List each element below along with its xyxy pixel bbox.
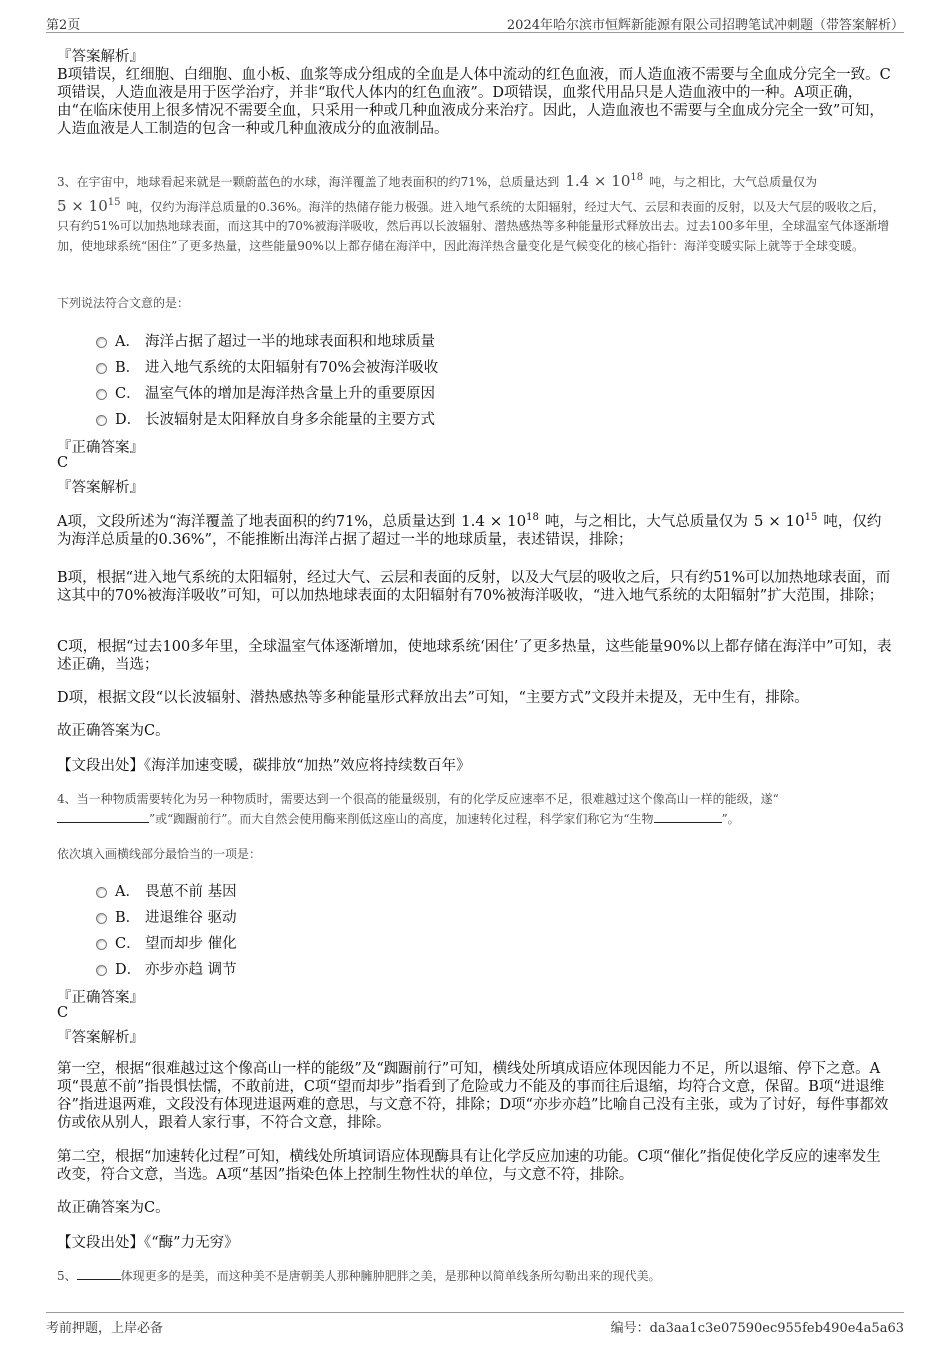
q3-answer-label: 『正确答案』 xyxy=(57,440,144,456)
document-title: 2024年哈尔滨市恒辉新能源有限公司招聘笔试冲刺题（带答案解析） xyxy=(506,18,904,33)
q2-jiexi-label: 『答案解析』 xyxy=(57,49,144,65)
page-footer xyxy=(46,1312,904,1335)
q4-stem: 4、当一种物质需要转化为另一种物质时，需要达到一个很高的能量级别，有的化学反应速率不足，很难越过这个像高山一样的能级，遂“ ”或“踟蹰前行”。而大自然会使用酶来削低这座山的高度，加速转化过程，科学家们称它为“生物 ”。 xyxy=(57,792,779,826)
q4-blank-1[interactable] xyxy=(57,810,149,823)
q4-option-d[interactable]: D． 亦步亦趋 调节 xyxy=(96,958,237,978)
q3-stem-part3: 吨，仅约为海洋总质量的0.36%。海洋的热储存能力极强。进入地气系统的太阳辐射，经过大气、云层和表面的反射，以及大气层的吸收之后，只有约51%可以加热地球表面，而这其中的70%被海洋吸收，然后再以长波辐射、潜热感热等多种能量形式释放出去。过去100多年里，全球温室气体逐渐增加，使地球系统“困住”了更多热量，这些能量90%以上都存储在海洋中，因此海洋热含量变化是气候变化的核心指针：海洋变暖实际上就等于全球变暖。 xyxy=(57,199,890,253)
q3-analysis-d: D项，根据文段“以长波辐射、潜热感热等多种能量形式释放出去”可知，“主要方式”文段并未提及，无中生有，排除。 xyxy=(57,690,809,706)
radio-icon[interactable] xyxy=(96,389,107,400)
q3-source: 【文段出处】《海洋加速变暖，碳排放“加热”效应将持续数百年》 xyxy=(57,758,471,774)
q3-stem-part2: 吨，与之相比，大气总质量仅为 xyxy=(649,175,818,189)
q4-explanation-1: 第一空，根据“很难越过这个像高山一样的能级”及“踟蹰前行”可知，横线处所填成语应体现因能力不足，所以退缩、停下之意。A项“畏葸不前”指畏惧怯懦，不敢前进，C项“望而却步”指看到了危险或力不能及的事而往后退缩，均符合文意，保留。B项“进退维谷”指进退两难，文段没有体现进退两难的意思，与文意不符，排除；D项“亦步亦趋”比喻自己没有主张，或为了讨好，每件事都效仿或依从别人，跟着人家行事，不符合文意，排除。 xyxy=(57,1061,889,1131)
q4-source: 【文段出处】《“酶”力无穷》 xyxy=(57,1235,239,1251)
q4-conclusion: 故正确答案为C。 xyxy=(57,1200,170,1216)
q3-stem xyxy=(57,168,895,256)
q3-analysis-b: B项，根据“进入地气系统的太阳辐射，经过大气、云层和表面的反射，以及大气层的吸收之后，只有约51%可以加热地球表面，而这其中的70%被海洋吸收”可知，可以加热地球表面的太阳辐射有70%被海洋吸收，“进入地气系统的太阳辐射”扩大范围，排除； xyxy=(57,570,891,604)
q3-option-b[interactable]: B． 进入地气系统的太阳辐射有70%会被海洋吸收 xyxy=(96,356,438,376)
q5-blank[interactable] xyxy=(77,1267,121,1280)
radio-icon[interactable] xyxy=(96,939,107,950)
q4-explanation-2: 第二空，根据“加速转化过程”可知，横线处所填词语应体现酶具有让化学反应加速的功能。C项“催化”指促使化学反应的速率发生改变，符合文意，当选。A项“基因”指染色体上控制生物性状的单位，与文意不符，排除。 xyxy=(57,1149,881,1183)
page-number: 第2页 xyxy=(46,18,81,33)
radio-icon[interactable] xyxy=(96,415,107,426)
radio-icon[interactable] xyxy=(96,887,107,898)
document-id: 编号：da3aa1c3e07590ec955feb490e4a5a63 xyxy=(610,1321,904,1336)
q3-option-a[interactable]: A． 海洋占据了超过一半的地球表面积和地球质量 xyxy=(96,330,435,350)
q3-analysis-a: A项，文段所述为“海洋覆盖了地表面积的约71%，总质量达到 $1.4 \times 10^{18}$ 吨，与之相比，大气总质量仅为 $5 \times 10^{15}$ 吨，仅约为海洋总质量的0.36%”，不能推断出海洋占据了超过一半的地球质量，表述错误，排除； xyxy=(57,512,882,548)
q3-formula-atmosphere: $5 \times 10^{15}$ xyxy=(57,196,121,215)
q3-jiexi-label: 『答案解析』 xyxy=(57,480,144,496)
q4-answer: C xyxy=(57,1005,69,1021)
q4-answer-label: 『正确答案』 xyxy=(57,990,144,1006)
q4-option-b[interactable]: B． 进退维谷 驱动 xyxy=(96,906,237,926)
q4-option-a[interactable]: A． 畏葸不前 基因 xyxy=(96,880,237,900)
radio-icon[interactable] xyxy=(96,913,107,924)
page-header xyxy=(46,12,904,33)
q3-formula-ocean: $1.4 \times 10^{18}$ xyxy=(565,172,644,190)
footer-slogan: 考前押题，上岸必备 xyxy=(46,1321,164,1336)
q3-conclusion: 故正确答案为C。 xyxy=(57,723,170,739)
q3-option-d[interactable]: D． 长波辐射是太阳释放自身多余能量的主要方式 xyxy=(96,408,435,428)
radio-icon[interactable] xyxy=(96,363,107,374)
q4-jiexi-label: 『答案解析』 xyxy=(57,1030,144,1046)
q3-prompt: 下列说法符合文意的是： xyxy=(57,296,190,310)
q4-option-c[interactable]: C． 望而却步 催化 xyxy=(96,932,237,952)
q3-option-c[interactable]: C． 温室气体的增加是海洋热含量上升的重要原因 xyxy=(96,382,435,402)
q4-blank-2[interactable] xyxy=(654,810,722,823)
q3-formula-ocean-analysis: $1.4 \times 10^{18}$ xyxy=(461,512,539,530)
q3-analysis-c: C项，根据“过去100多年里，全球温室气体逐渐增加，使地球系统‘困住’了更多热量，这些能量90%以上都存储在海洋中”可知，表述正确，当选； xyxy=(57,639,892,673)
radio-icon[interactable] xyxy=(96,965,107,976)
q3-answer: C xyxy=(57,455,69,471)
q4-prompt: 依次填入画横线部分最恰当的一项是： xyxy=(57,847,262,861)
q3-formula-atmosphere-analysis: $5 \times 10^{15}$ xyxy=(753,512,818,530)
q2-explanation-text: B项错误，红细胞、白细胞、血小板、血浆等成分组成的全血是人体中流动的红色血液，而人造血液不需要与全血成分完全一致。C项错误，人造血液是用于医学治疗，并非“取代人体内的红色血液”。D项错误，血浆代用品只是人造血液中的一种。A项正确，由“在临床使用上很多情况不需要全血，只采用一种或几种血液成分来治疗。因此，人造血液也不需要与全血成分完全一致”可知，人造血液是人工制造的包含一种或几种血液成分的血液制品。 xyxy=(57,67,891,137)
radio-icon[interactable] xyxy=(96,337,107,348)
q5-stem: 5、 体现更多的是美，而这种美不是唐朝美人那种臃肿肥胖之美，是那种以简单线条所勾勒出来的现代美。 xyxy=(57,1269,661,1283)
q2-explanation-block xyxy=(57,48,895,138)
q3-stem-part1: 3、在宇宙中，地球看起来就是一颗蔚蓝色的水球，海洋覆盖了地表面积的约71%，总质量达到 xyxy=(57,175,560,189)
